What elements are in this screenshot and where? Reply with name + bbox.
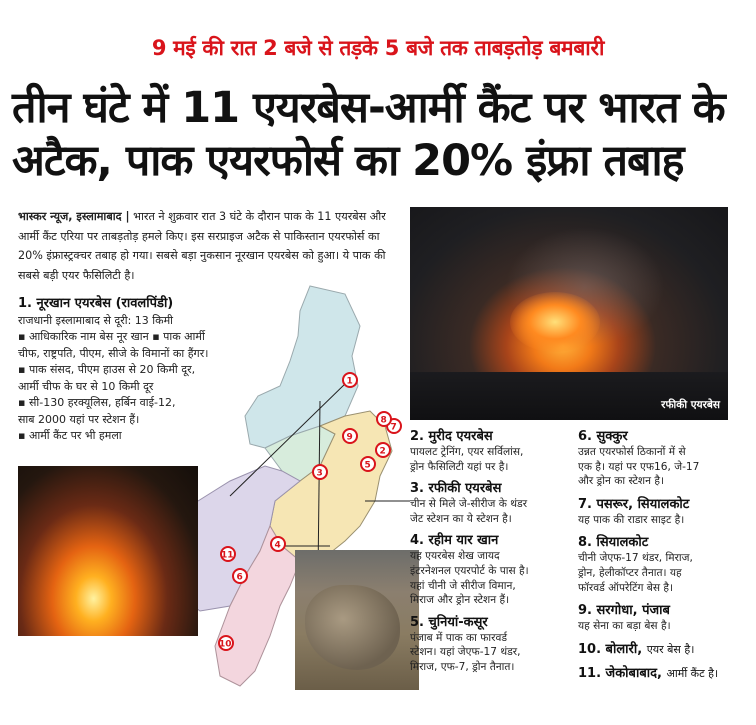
airbase-line: चीन से मिले जे-सीरीज के थंडर: [410, 498, 528, 511]
svg-text:1: 1: [346, 376, 353, 387]
map-marker-1[interactable]: [343, 373, 357, 387]
airbase-entry: [578, 602, 748, 634]
airbase-line: ड्रोन, हेलीकॉप्टर तैनात। यह: [578, 566, 682, 579]
airbase-entry: [578, 665, 748, 682]
svg-text:4: 4: [274, 540, 281, 551]
airbase-title: 10. बोलारी,: [578, 641, 643, 657]
airbase-line: फॉरवर्ड ऑपरेटिंग बेस है।: [578, 581, 673, 594]
map-marker-3[interactable]: [313, 465, 327, 479]
airbase-title-row: [578, 641, 748, 658]
ground-silhouette: [410, 372, 728, 420]
airbase-title: 4. रहीम यार खान: [410, 533, 499, 549]
airbase-inline: एयर बेस है।: [646, 642, 695, 656]
crater-photo: [295, 550, 419, 690]
map-marker-5[interactable]: [361, 457, 375, 471]
svg-text:11: 11: [221, 550, 234, 561]
airbase-entry: [578, 534, 748, 595]
airbase-list-middle: [410, 428, 575, 681]
airbase-entry: [410, 532, 575, 607]
airbase-entry: [410, 614, 575, 675]
airbase-entry: [578, 428, 748, 489]
noorkhan-line: आर्मी चीफ के घर से 10 किमी दूर: [18, 379, 154, 393]
byline-text: भारत ने शुक्रवार रात 3 घंटे के दौरान पाक के 11 एयरबेस और आर्मी कैंट एरिया पर ताबड़तोड़ हमले किए। इस सरप्राइज अटैक से पाकिस्तान एयरफोर्स का 20% इंफ्रास्ट्रक्चर तबाह हो गया। सबसे बड़ा नुकसान नूरखान एयरबेस को हुआ। ये पाक की सबसे बड़ी एयर फैसिलिटी है।: [18, 210, 386, 282]
headline-line-1: तीन घंटे में 11 एयरबेस-आर्मी कैंट पर भारत के: [12, 83, 725, 133]
map-marker-9[interactable]: [343, 429, 357, 443]
fire-glow: [510, 292, 600, 352]
crater-rock: [305, 585, 400, 670]
airbase-title: 8. सियालकोट: [578, 535, 649, 551]
airbase-line: ड्रोन फैसिलिटी यहां पर है।: [410, 460, 509, 473]
airbase-entry: [578, 496, 748, 528]
airbase-line: जेट स्टेशन का ये स्टेशन है।: [410, 512, 512, 525]
svg-text:8: 8: [380, 415, 387, 426]
airbase-list-right: [578, 428, 748, 689]
svg-text:3: 3: [316, 468, 323, 479]
svg-text:2: 2: [379, 446, 386, 457]
noorkhan-line: साब 2000 यहां पर स्टेशन हैं।: [18, 412, 140, 426]
rafiqui-airbase-photo: [410, 207, 728, 420]
map-marker-8[interactable]: [377, 412, 391, 426]
airbase-line: यह पाक की राडार साइट है।: [578, 513, 685, 526]
main-headline: [12, 82, 747, 188]
airbase-title: 6. सुक्कुर: [578, 429, 628, 444]
svg-text:5: 5: [364, 460, 371, 471]
noorkhan-line: ▪ पाक संसद, पीएम हाउस से 20 किमी दूर,: [18, 363, 196, 376]
noorkhan-line: ▪ आर्मी कैंट पर भी हमला: [18, 429, 122, 442]
airbase-title-row: [578, 665, 748, 682]
airbase-line: और ड्रोन का स्टेशन है।: [578, 475, 664, 488]
kicker-headline: 9 मई की रात 2 बजे से तड़के 5 बजे तक ताबड़तोड़ बमबारी: [151, 36, 605, 60]
svg-text:7: 7: [390, 422, 397, 433]
airbase-title: 11. जेकोबाबाद,: [578, 665, 662, 681]
byline-source: भास्कर न्यूज, इस्लामाबाद |: [18, 210, 130, 223]
airbase-line: एक है। यहां पर एफ16, जे-17: [578, 460, 700, 473]
noorkhan-fire-photo: [18, 466, 198, 636]
airbase-inline: आर्मी कैंट है।: [666, 666, 719, 680]
noorkhan-line: चीफ, राष्ट्रपति, पीएम, सीजे के विमानों का हैंगर।: [18, 346, 209, 360]
noorkhan-title: 1. नूरखान एयरबेस (रावलपिंडी): [18, 296, 174, 311]
airbase-line: यह सेना का बड़ा बेस है।: [578, 620, 671, 633]
airbase-title: 9. सरगोधा, पंजाब: [578, 603, 670, 619]
svg-text:10: 10: [219, 639, 232, 650]
airbase-entry: [578, 641, 748, 658]
map-marker-11[interactable]: [221, 547, 235, 561]
article-intro: [18, 207, 403, 285]
airbase-line: पायलट ट्रेनिंग, एयर सर्विलांस,: [410, 446, 524, 458]
noorkhan-line: राजधानी इस्लामाबाद से दूरी: 13 किमी: [18, 313, 173, 327]
airbase-line: मिराज, एफ-7, ड्रोन तैनात।: [410, 660, 515, 673]
airbase-title: 2. मुरीद एयरबेस: [410, 429, 493, 444]
map-marker-10[interactable]: [219, 636, 233, 650]
airbase-line: इंटरनेशनल एयरपोर्ट के पास है।: [410, 564, 529, 577]
airbase-line: पंजाब में पाक का फारवर्ड: [410, 631, 508, 644]
airbase-line: यह एयरबेस शेख जायद: [410, 550, 500, 563]
airbase-line: यहां चीनी जे सीरीज विमान,: [410, 579, 516, 592]
airbase-line: चीनी जेएफ-17 थंडर, मिराज,: [578, 552, 693, 565]
photo-caption: रफीकी एयरबेस: [661, 399, 720, 411]
map-marker-4[interactable]: [271, 537, 285, 551]
airbase-line: उन्नत एयरफोर्स ठिकानों में से: [578, 446, 686, 458]
svg-text:9: 9: [346, 432, 353, 443]
headline-line-2: अटैक, पाक एयरफोर्स का 20% इंफ्रा तबाह: [12, 136, 684, 186]
svg-text:6: 6: [236, 572, 243, 583]
map-marker-6[interactable]: [233, 569, 247, 583]
noorkhan-line: ▪ आधिकारिक नाम बेस नूर खान ▪ पाक आर्मी: [18, 330, 205, 343]
airbase-title: 7. पसरूर, सियालकोट: [578, 496, 690, 512]
noorkhan-info: [18, 296, 298, 445]
airbase-line: स्टेशन। यहां जेएफ-17 थंडर,: [410, 646, 521, 659]
airbase-title: 5. चुनियां-कसूर: [410, 614, 488, 630]
noorkhan-line: ▪ सी-130 हरक्यूलिस, हर्बिन वाई-12,: [18, 396, 176, 409]
airbase-title: 3. रफीकी एयरबेस: [410, 481, 502, 497]
map-marker-2[interactable]: [376, 443, 390, 457]
airbase-entry: [410, 428, 575, 474]
airbase-entry: [410, 480, 575, 526]
airbase-line: मिराज और ड्रोन स्टेशन हैं।: [410, 594, 510, 607]
